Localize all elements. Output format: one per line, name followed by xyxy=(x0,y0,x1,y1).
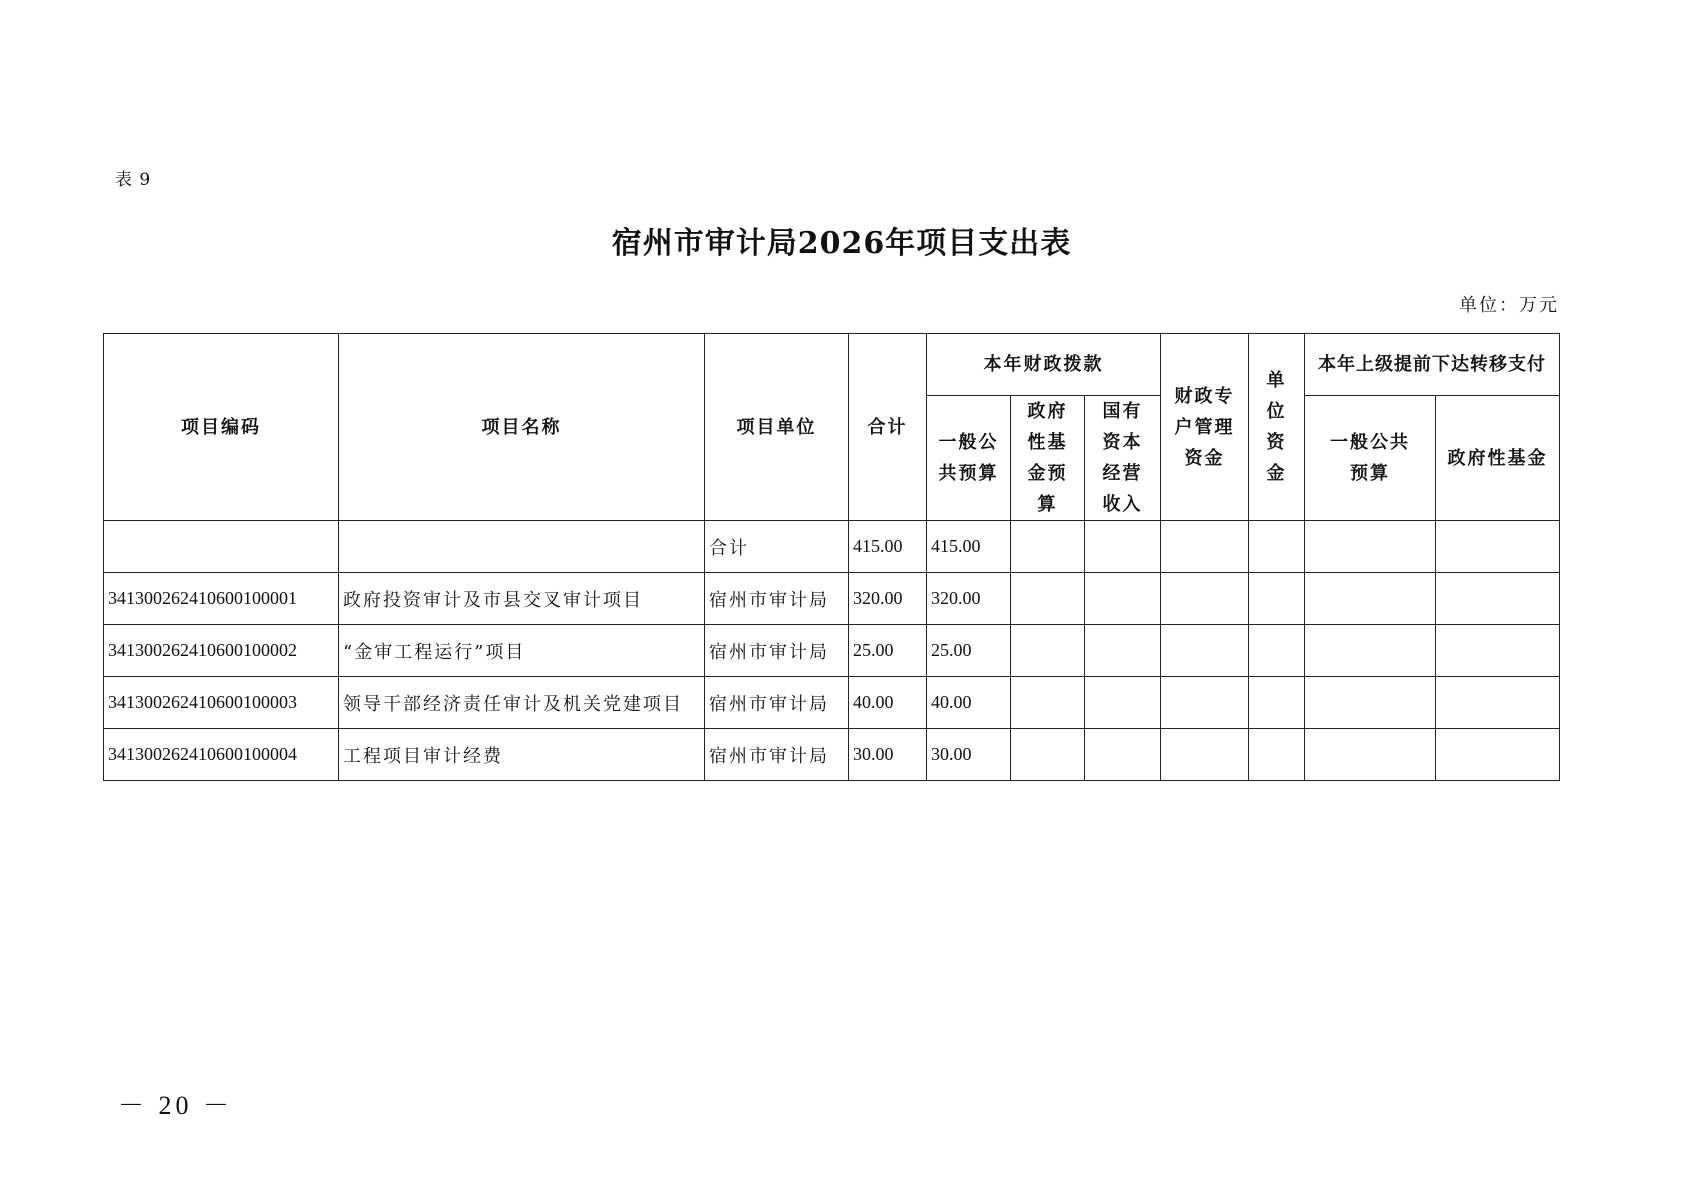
cell-empty xyxy=(1085,729,1161,781)
cell-project-unit: 宿州市审计局 xyxy=(705,677,849,729)
header-transfer-payment: 本年上级提前下达转移支付 xyxy=(1305,334,1560,396)
cell-project-name: 工程项目审计经费 xyxy=(339,729,705,781)
table-row xyxy=(104,521,1560,573)
cell-empty xyxy=(1436,625,1560,677)
page-number: － 20 － xyxy=(118,1091,234,1120)
cell-general-public-budget: 320.00 xyxy=(927,573,1011,625)
cell-empty xyxy=(1436,729,1560,781)
cell-empty xyxy=(1085,521,1161,573)
unit-label: 单位：万元 xyxy=(1459,295,1559,316)
cell-empty xyxy=(1085,677,1161,729)
project-expenditure-table xyxy=(103,333,1560,781)
cell-empty xyxy=(1305,573,1436,625)
cell-empty xyxy=(1305,677,1436,729)
cell-empty xyxy=(1085,573,1161,625)
cell-project-name: 领导干部经济责任审计及机关党建项目 xyxy=(339,677,705,729)
cell-empty xyxy=(1011,729,1085,781)
cell-empty xyxy=(1249,729,1305,781)
header-project-code: 项目编码 xyxy=(104,334,339,521)
cell-empty xyxy=(1249,573,1305,625)
cell-total: 320.00 xyxy=(849,573,927,625)
cell-project-name: “金审工程运行”项目 xyxy=(339,625,705,677)
cell-empty xyxy=(1249,677,1305,729)
table-row xyxy=(104,625,1560,677)
cell-empty xyxy=(1249,625,1305,677)
cell-empty xyxy=(1305,625,1436,677)
cell-general-public-budget: 30.00 xyxy=(927,729,1011,781)
header-unit-fund: 单位资金 xyxy=(1249,334,1305,521)
header-fiscal-special-account: 财政专户管理资金 xyxy=(1161,334,1249,521)
header-transfer-general-public: 一般公共预算 xyxy=(1305,396,1436,521)
cell-project-code xyxy=(104,521,339,573)
table-row xyxy=(104,729,1560,781)
cell-project-code: 341300262410600100001 xyxy=(104,573,339,625)
cell-empty xyxy=(1011,677,1085,729)
cell-project-unit: 合计 xyxy=(705,521,849,573)
cell-project-code: 341300262410600100003 xyxy=(104,677,339,729)
cell-empty xyxy=(1161,573,1249,625)
cell-empty xyxy=(1249,521,1305,573)
cell-project-unit: 宿州市审计局 xyxy=(705,729,849,781)
table-row xyxy=(104,677,1560,729)
cell-general-public-budget: 40.00 xyxy=(927,677,1011,729)
cell-general-public-budget: 415.00 xyxy=(927,521,1011,573)
cell-empty xyxy=(1161,677,1249,729)
cell-empty xyxy=(1011,521,1085,573)
header-transfer-gov-fund: 政府性基金 xyxy=(1436,396,1560,521)
cell-project-name: 政府投资审计及市县交叉审计项目 xyxy=(339,573,705,625)
cell-project-code: 341300262410600100002 xyxy=(104,625,339,677)
header-general-public-budget: 一般公共预算 xyxy=(927,396,1011,521)
cell-empty xyxy=(1011,625,1085,677)
header-project-unit: 项目单位 xyxy=(705,334,849,521)
cell-total: 415.00 xyxy=(849,521,927,573)
header-total: 合计 xyxy=(849,334,927,521)
header-fiscal-appropriation: 本年财政拨款 xyxy=(927,334,1161,396)
cell-empty xyxy=(1436,677,1560,729)
cell-empty xyxy=(1436,521,1560,573)
cell-total: 25.00 xyxy=(849,625,927,677)
cell-empty xyxy=(1085,625,1161,677)
cell-general-public-budget: 25.00 xyxy=(927,625,1011,677)
table-row xyxy=(104,573,1560,625)
cell-empty xyxy=(1305,729,1436,781)
header-project-name: 项目名称 xyxy=(339,334,705,521)
cell-total: 30.00 xyxy=(849,729,927,781)
cell-empty xyxy=(1011,573,1085,625)
header-state-capital-income: 国有资本经营收入 xyxy=(1085,396,1161,521)
cell-project-name xyxy=(339,521,705,573)
cell-project-unit: 宿州市审计局 xyxy=(705,573,849,625)
document-title: 宿州市审计局2026年项目支出表 xyxy=(611,226,1072,261)
cell-empty xyxy=(1436,573,1560,625)
table-number-label: 表 9 xyxy=(115,170,152,190)
cell-total: 40.00 xyxy=(849,677,927,729)
header-gov-fund-budget: 政府性基金预算 xyxy=(1011,396,1085,521)
cell-empty xyxy=(1161,521,1249,573)
cell-project-code: 341300262410600100004 xyxy=(104,729,339,781)
cell-project-unit: 宿州市审计局 xyxy=(705,625,849,677)
cell-empty xyxy=(1161,625,1249,677)
cell-empty xyxy=(1305,521,1436,573)
cell-empty xyxy=(1161,729,1249,781)
